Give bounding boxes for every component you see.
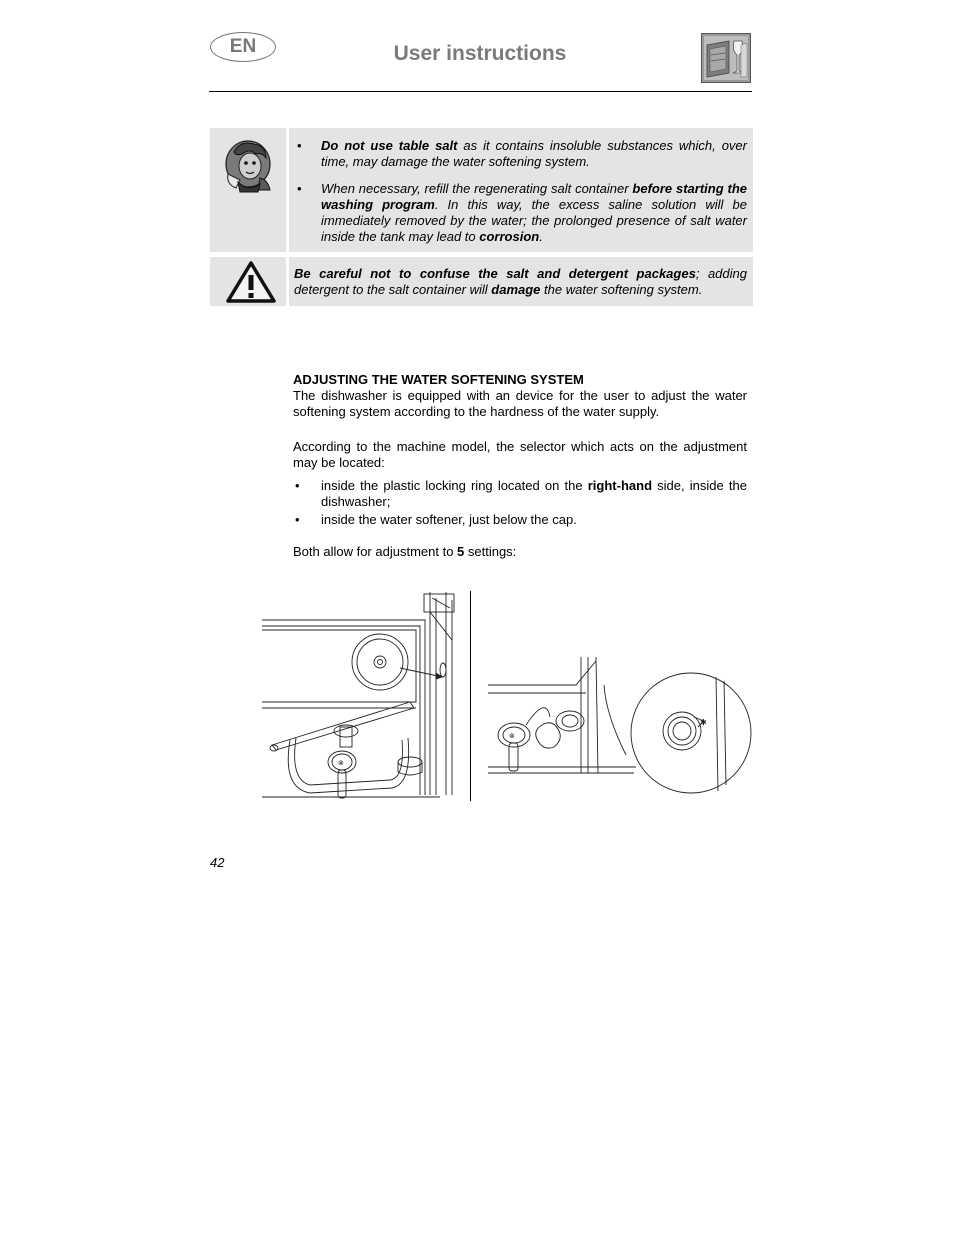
settings-line: Both allow for adjustment to 5 settings: xyxy=(293,544,517,559)
svg-text:⊗: ⊗ xyxy=(338,759,344,767)
section-heading: ADJUSTING THE WATER SOFTENING SYSTEM xyxy=(293,372,584,387)
page-number: 42 xyxy=(210,855,225,870)
warning-note-icon-cell xyxy=(210,257,286,306)
location-item: • inside the water softener, just below the cap. xyxy=(295,512,577,527)
page-title: User instructions xyxy=(393,42,567,65)
water-softener-detail-illustration xyxy=(486,655,752,803)
location-item: • inside the plastic locking ring located on the right-hand side, inside the dishwasher; xyxy=(295,478,747,509)
location-intro: According to the machine model, the selector which acts on the adjustment may be located: xyxy=(293,439,747,470)
bullet-icon: • xyxy=(295,478,300,493)
warning-note-text: Be careful not to confuse the salt and detergent packages; adding detergent to the salt container will damage the water softening system. xyxy=(289,257,753,306)
warning-triangle-icon xyxy=(225,260,277,304)
info-note-text xyxy=(289,128,753,252)
cartoon-person-icon xyxy=(222,138,276,194)
dishwasher-interior-illustration xyxy=(260,590,460,802)
header-divider xyxy=(209,91,752,92)
language-badge: EN xyxy=(210,32,276,62)
location-block xyxy=(293,439,747,528)
info-note-item: • Do not use table salt as it contains insoluble substances which, over time, may damage the water softening system. xyxy=(297,138,747,169)
dishwasher-logo-icon xyxy=(701,33,751,83)
svg-text:⊗: ⊗ xyxy=(509,732,515,740)
bullet-icon: • xyxy=(297,138,302,153)
info-note-item: • When necessary, refill the regenerating salt container before starting the washing program. In this way, the excess saline solution will be immediately removed by the water; the prolonged presence of salt water inside the tank may lead to corrosion. xyxy=(297,181,747,244)
illustration-divider xyxy=(470,591,471,801)
info-note-icon-cell xyxy=(210,128,286,252)
svg-text:✱: ✱ xyxy=(700,718,707,727)
bullet-icon: • xyxy=(295,512,300,527)
section-intro: The dishwasher is equipped with an device for the user to adjust the water softening system according to the hardness of the water supply. xyxy=(293,388,747,419)
bullet-icon: • xyxy=(297,181,302,196)
water-softening-section xyxy=(293,372,747,420)
